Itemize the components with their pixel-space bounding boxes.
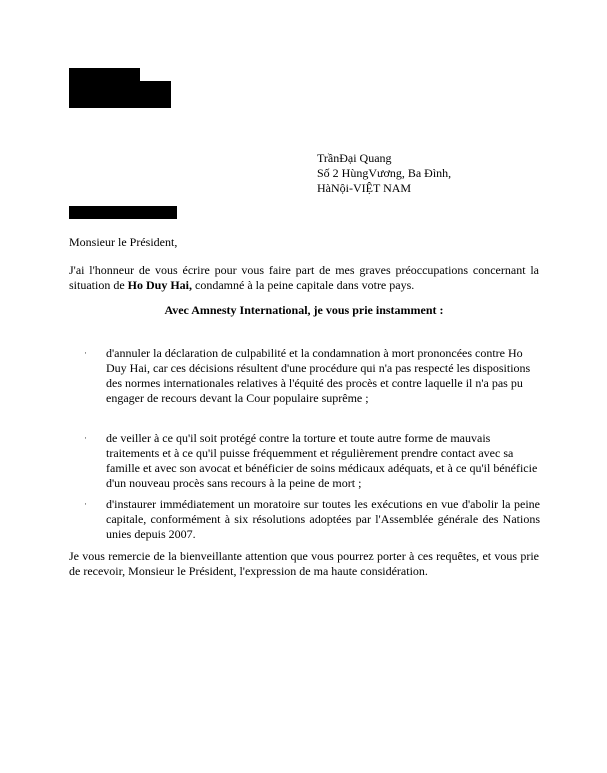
request-text-1: d'annuler la déclaration de culpabilité et la condamnation à mort prononcées contre Ho Duy Hai, car ces décisions résultent d'une procédure qui n'a pas respecté les dispositions des normes internationales relatives à l'équité des procès et contre laquelle il n'a pas pu engager de recours devant la Cour populaire suprême ;: [106, 346, 531, 405]
prisoner-name: Ho Duy Hai,: [127, 278, 193, 292]
request-text-2: de veiller à ce qu'il soit protégé contre la torture et toute autre forme de mauvais traitements et à ce qu'il puisse fréquemment et régulièrement prendre contact avec sa famille et avec son avocat et bénéficier de soins médicaux adéquats, et à ce qu'il bénéficie d'un nouveau procès sans recours à la peine de mort ;: [106, 431, 538, 490]
recipient-street: Số 2 HùngVương, Ba Đình,: [317, 166, 452, 180]
redacted-sender-line-2: [69, 81, 171, 94]
bullet-icon: ·: [84, 499, 87, 509]
call-to-action: Avec Amnesty International, je vous prie instamment :: [164, 303, 444, 317]
salutation: Monsieur le Président,: [69, 235, 178, 249]
intro-text-after: condamné à la peine capitale dans votre pays.: [192, 278, 415, 292]
request-item: [84, 346, 540, 406]
bullet-icon: ·: [84, 348, 87, 358]
redacted-sender-line-3: [69, 94, 171, 108]
recipient-city: HàNội-VIỆT NAM: [317, 181, 412, 195]
intro-paragraph: [69, 263, 539, 293]
request-text-3: d'instaurer immédiatement un moratoire sur toutes les exécutions en vue d'abolir la peine capitale, conformément à six résolutions adoptées par l'Assemblée générale des Nations unies depuis 2007.: [106, 497, 540, 541]
redacted-date: [69, 206, 177, 219]
recipient-name: TrầnĐại Quang: [317, 151, 392, 165]
redacted-sender-line-1: [69, 68, 140, 81]
intro-text-before: J'ai l'honneur de vous écrire pour vous faire part de mes graves préoccupations concernant la situation de: [69, 263, 539, 292]
recipient-address: [317, 151, 451, 196]
request-item: [84, 497, 540, 542]
bullet-icon: ·: [84, 433, 87, 443]
request-item: [84, 431, 540, 491]
closing-paragraph: Je vous remercie de la bienveillante attention que vous pourrez porter à ces requêtes, et vous prie de recevoir, Monsieur le Président, l'expression de ma haute considération.: [69, 549, 539, 578]
